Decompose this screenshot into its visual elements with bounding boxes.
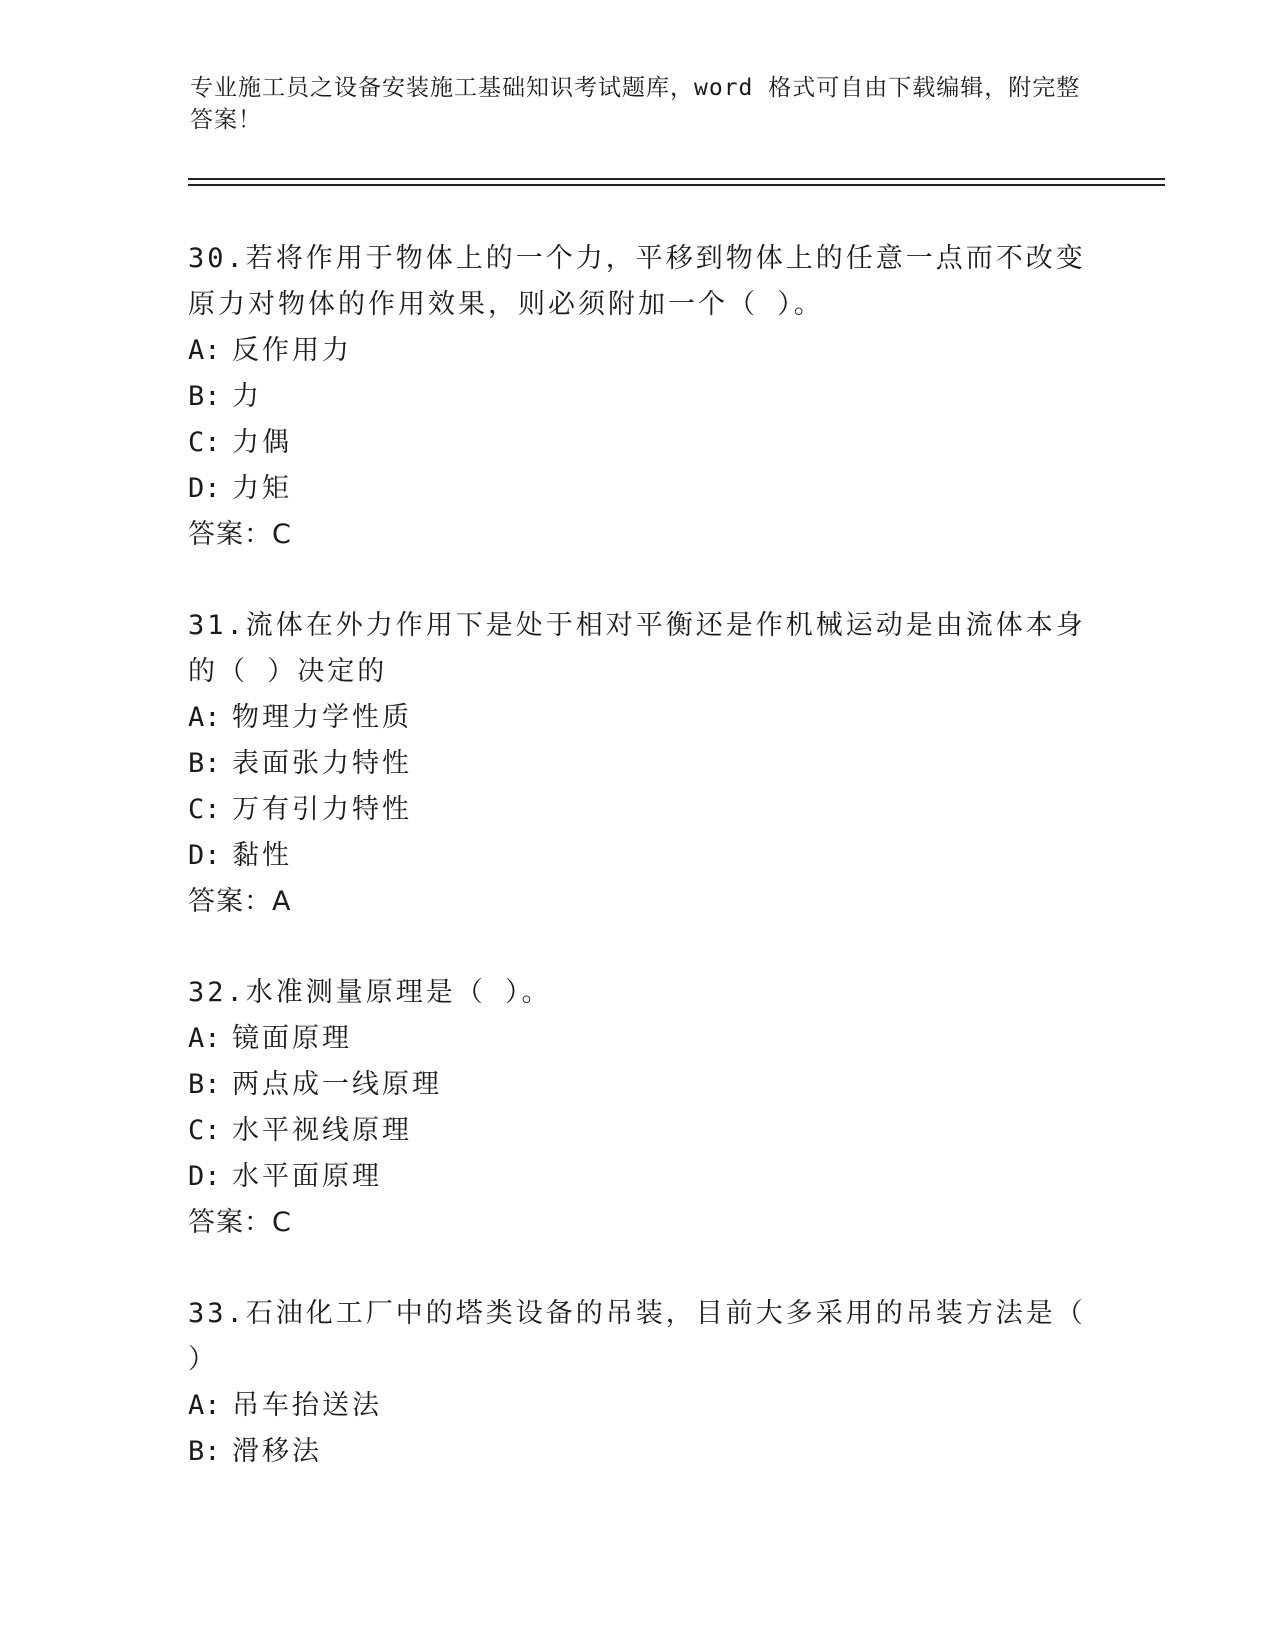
- option-key: B:: [188, 1436, 221, 1467]
- question-stem: 33.石油化工厂中的塔类设备的吊装，目前大多采用的吊装方法是（ ）: [188, 1298, 1086, 1375]
- question-stem: 32.水准测量原理是（ ）。: [188, 977, 552, 1008]
- option-text: 水平面原理: [232, 1161, 382, 1192]
- answer: 答案：C: [188, 519, 292, 550]
- option-text: 吊车抬送法: [232, 1390, 382, 1421]
- question-33: [188, 1291, 1088, 1475]
- answer: 答案：C: [188, 1207, 292, 1238]
- option-key: C:: [188, 427, 221, 458]
- option-a: [188, 328, 1088, 374]
- question-31: [188, 603, 1088, 925]
- option-b: [188, 1429, 1088, 1475]
- option-text: 物理力学性质: [232, 702, 412, 733]
- option-key: D:: [188, 840, 221, 871]
- question-stem: 30.若将作用于物体上的一个力，平移到物体上的任意一点而不改变原力对物体的作用效果，则必须附加一个（ ）。: [188, 243, 1086, 320]
- option-c: [188, 1108, 1088, 1154]
- option-d: [188, 1154, 1088, 1200]
- option-a: [188, 1383, 1088, 1429]
- option-key: B:: [188, 1069, 221, 1100]
- question-30: [188, 236, 1088, 558]
- option-text: 镜面原理: [232, 1023, 352, 1054]
- option-text: 表面张力特性: [232, 748, 412, 779]
- option-a: [188, 1016, 1088, 1062]
- option-text: 黏性: [232, 840, 292, 871]
- option-key: A:: [188, 335, 221, 366]
- option-text: 水平视线原理: [232, 1115, 412, 1146]
- option-d: [188, 833, 1088, 879]
- option-key: D:: [188, 1161, 221, 1192]
- header-divider-top: [188, 178, 1165, 180]
- option-text: 力偶: [232, 427, 292, 458]
- option-c: [188, 420, 1088, 466]
- option-key: D:: [188, 473, 221, 504]
- option-key: A:: [188, 1023, 221, 1054]
- option-a: [188, 695, 1088, 741]
- option-text: 两点成一线原理: [232, 1069, 442, 1100]
- option-key: A:: [188, 702, 221, 733]
- option-b: [188, 1062, 1088, 1108]
- option-text: 反作用力: [232, 335, 352, 366]
- option-b: [188, 741, 1088, 787]
- option-key: C:: [188, 1115, 221, 1146]
- option-key: B:: [188, 381, 221, 412]
- option-c: [188, 787, 1088, 833]
- question-32: [188, 970, 1088, 1246]
- option-text: 力矩: [232, 473, 292, 504]
- option-text: 力: [232, 381, 262, 412]
- option-d: [188, 466, 1088, 512]
- question-stem: 31.流体在外力作用下是处于相对平衡还是作机械运动是由流体本身的（ ）决定的: [188, 610, 1086, 687]
- question-list: [188, 236, 1088, 1520]
- option-text: 滑移法: [232, 1436, 322, 1467]
- header-divider-bottom: [188, 184, 1165, 186]
- option-b: [188, 374, 1088, 420]
- option-key: C:: [188, 794, 221, 825]
- option-key: B:: [188, 748, 221, 779]
- document-header: 专业施工员之设备安装施工基础知识考试题库，word 格式可自由下载编辑，附完整答案！: [190, 75, 1081, 133]
- answer: 答案：A: [188, 886, 292, 917]
- option-text: 万有引力特性: [232, 794, 412, 825]
- option-key: A:: [188, 1390, 221, 1421]
